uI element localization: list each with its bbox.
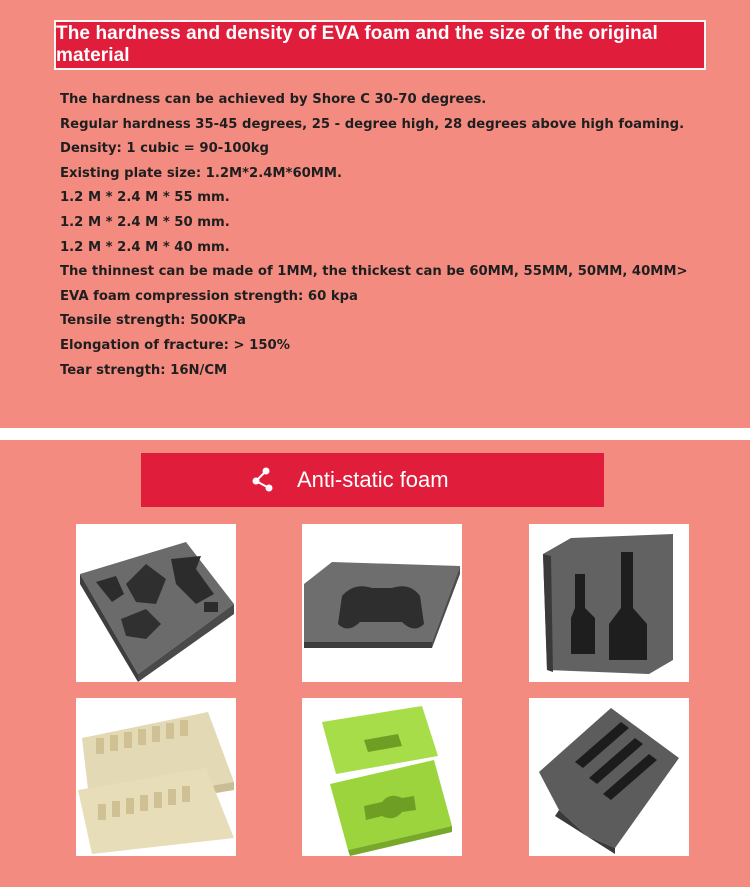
spec-line: Existing plate size: 1.2M*2.4M*60MM. <box>60 165 343 181</box>
section-title: Anti-static foam <box>297 467 449 492</box>
spec-line: Tensile strength: 500KPa <box>60 313 246 329</box>
spec-line: 1.2 M * 2.4 M * 40 mm. <box>60 239 230 255</box>
product-image-tool-case <box>76 524 236 682</box>
spec-title: The hardness and density of EVA foam and the size of the original material <box>56 23 658 66</box>
product-image-beige-tray <box>76 698 236 856</box>
spec-line: Tear strength: 16N/CM <box>60 362 228 378</box>
product-image-green-inserts <box>302 698 462 856</box>
spec-line: EVA foam compression strength: 60 kpa <box>60 288 358 304</box>
spec-list <box>60 88 688 383</box>
spec-line: 1.2 M * 2.4 M * 55 mm. <box>60 190 230 206</box>
product-image-controller-case <box>302 524 462 682</box>
section-banner <box>141 453 604 507</box>
product-panel <box>0 440 750 887</box>
spec-line: 1.2 M * 2.4 M * 50 mm. <box>60 214 230 230</box>
product-image-bottle-case <box>529 524 689 682</box>
spec-line: The thinnest can be made of 1MM, the thickest can be 60MM, 55MM, 50MM, 40MM> <box>60 264 688 280</box>
spec-line: The hardness can be achieved by Shore C 30-70 degrees. <box>60 92 487 107</box>
spec-panel <box>0 0 750 428</box>
spec-line: Elongation of fracture: > 150% <box>60 337 290 353</box>
product-image-ribbed-block <box>529 698 689 856</box>
spec-line: Regular hardness 35-45 degrees, 25 - degree high, 28 degrees above high foaming. <box>60 116 685 132</box>
spec-line: Density: 1 cubic = 90-100kg <box>60 141 269 157</box>
spec-title-banner <box>54 20 706 70</box>
share-nodes-icon <box>249 466 277 494</box>
